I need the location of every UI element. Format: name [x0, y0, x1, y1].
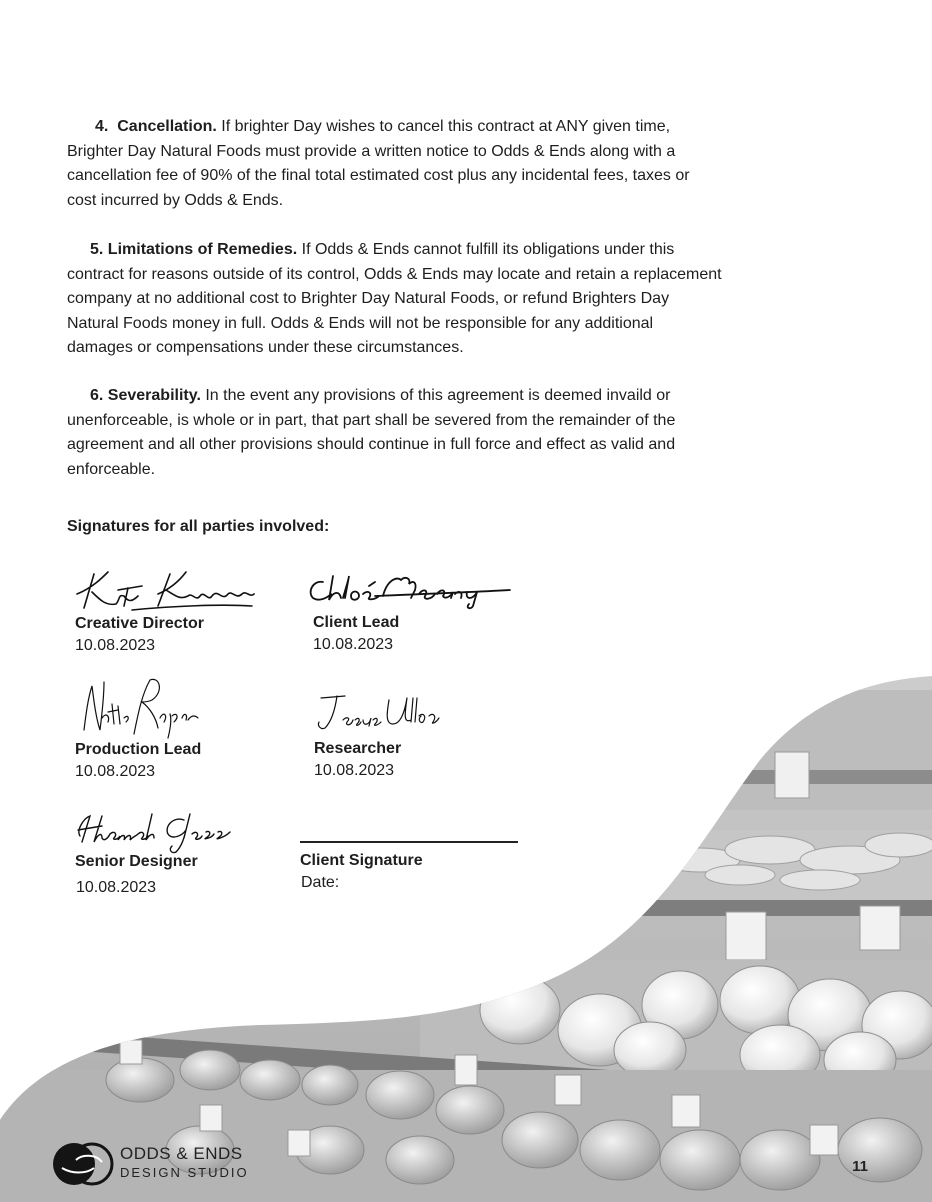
signatures-heading: Signatures for all parties involved:: [67, 518, 330, 535]
client-date-label: Date:: [301, 874, 340, 891]
signer-date: 10.08.2023: [314, 762, 395, 779]
clause-text: If brighter Day wishes to cancel this contract at ANY given time, Brighter Day Natural Foods must provide a written notice to Odds & Ends along with a cancellation fee of 90% of the final total estimated cost plus any incidental fees, taxes or cost incurred by Odds & Ends.: [67, 118, 690, 209]
signer-date: 10.08.2023: [75, 763, 156, 780]
signer-role: Creative Director: [75, 615, 204, 632]
client-signature-block: [300, 850, 423, 894]
signer-production-lead: [75, 739, 201, 783]
clause-severability: [67, 384, 722, 482]
signer-role: Client Lead: [313, 614, 400, 631]
clause-text: If Odds & Ends cannot fulfill its obligations under this contract for reasons outside of its control, Odds & Ends may locate and retain a replacement company at no additional cost to Brighter Day Natural Foods, or refund Brighters Day Natural Foods money in full. Odds & Ends will not be responsible for any additional damages or compensations under these circumstances.: [67, 241, 722, 356]
signer-role: Senior Designer: [75, 853, 198, 870]
client-signature-line[interactable]: [300, 841, 518, 843]
signer-role: Production Lead: [75, 741, 202, 758]
signature-hannah-glass: [72, 808, 237, 856]
signature-jesus-ulloa: [313, 690, 453, 734]
signer-senior-designer: [75, 851, 198, 899]
signature-natalie-rapken: [78, 674, 203, 740]
signer-date: 10.08.2023: [76, 879, 157, 896]
signer-date: 10.08.2023: [75, 637, 156, 654]
clause-number: 5.: [90, 241, 104, 258]
signer-creative-director: [75, 613, 204, 657]
clause-text: In the event any provisions of this agreement is deemed invaild or unenforceable, is whole or in part, that part shall be severed from the remainder of the agreement and all other provisions should continue in full force and effect as valid and enforceable.: [67, 387, 676, 478]
signer-researcher: [314, 738, 401, 782]
clause-heading: Limitations of Remedies.: [107, 241, 298, 258]
odds-and-ends-logo: [52, 1140, 252, 1188]
signature-kate-knudsen: [72, 566, 257, 614]
clause-number: 6.: [90, 387, 104, 404]
clause-number: 4.: [95, 118, 109, 135]
page-number: 11: [852, 1158, 868, 1175]
logo-mark-icon: [52, 1140, 114, 1188]
signature-chloe-meaney: [305, 570, 515, 612]
signer-role: Researcher: [314, 740, 402, 757]
signer-date: 10.08.2023: [313, 636, 394, 653]
clause-limitations-of-remedies: [67, 238, 722, 361]
clause-cancellation: [67, 115, 722, 213]
brand-subtitle: DESIGN STUDIO: [120, 1165, 249, 1180]
brand-name: ODDS & ENDS: [120, 1144, 243, 1163]
client-signature-label: Client Signature: [300, 852, 423, 869]
clause-heading: Cancellation.: [117, 118, 217, 135]
clause-heading: Severability.: [107, 387, 201, 404]
signer-client-lead: [313, 612, 399, 656]
